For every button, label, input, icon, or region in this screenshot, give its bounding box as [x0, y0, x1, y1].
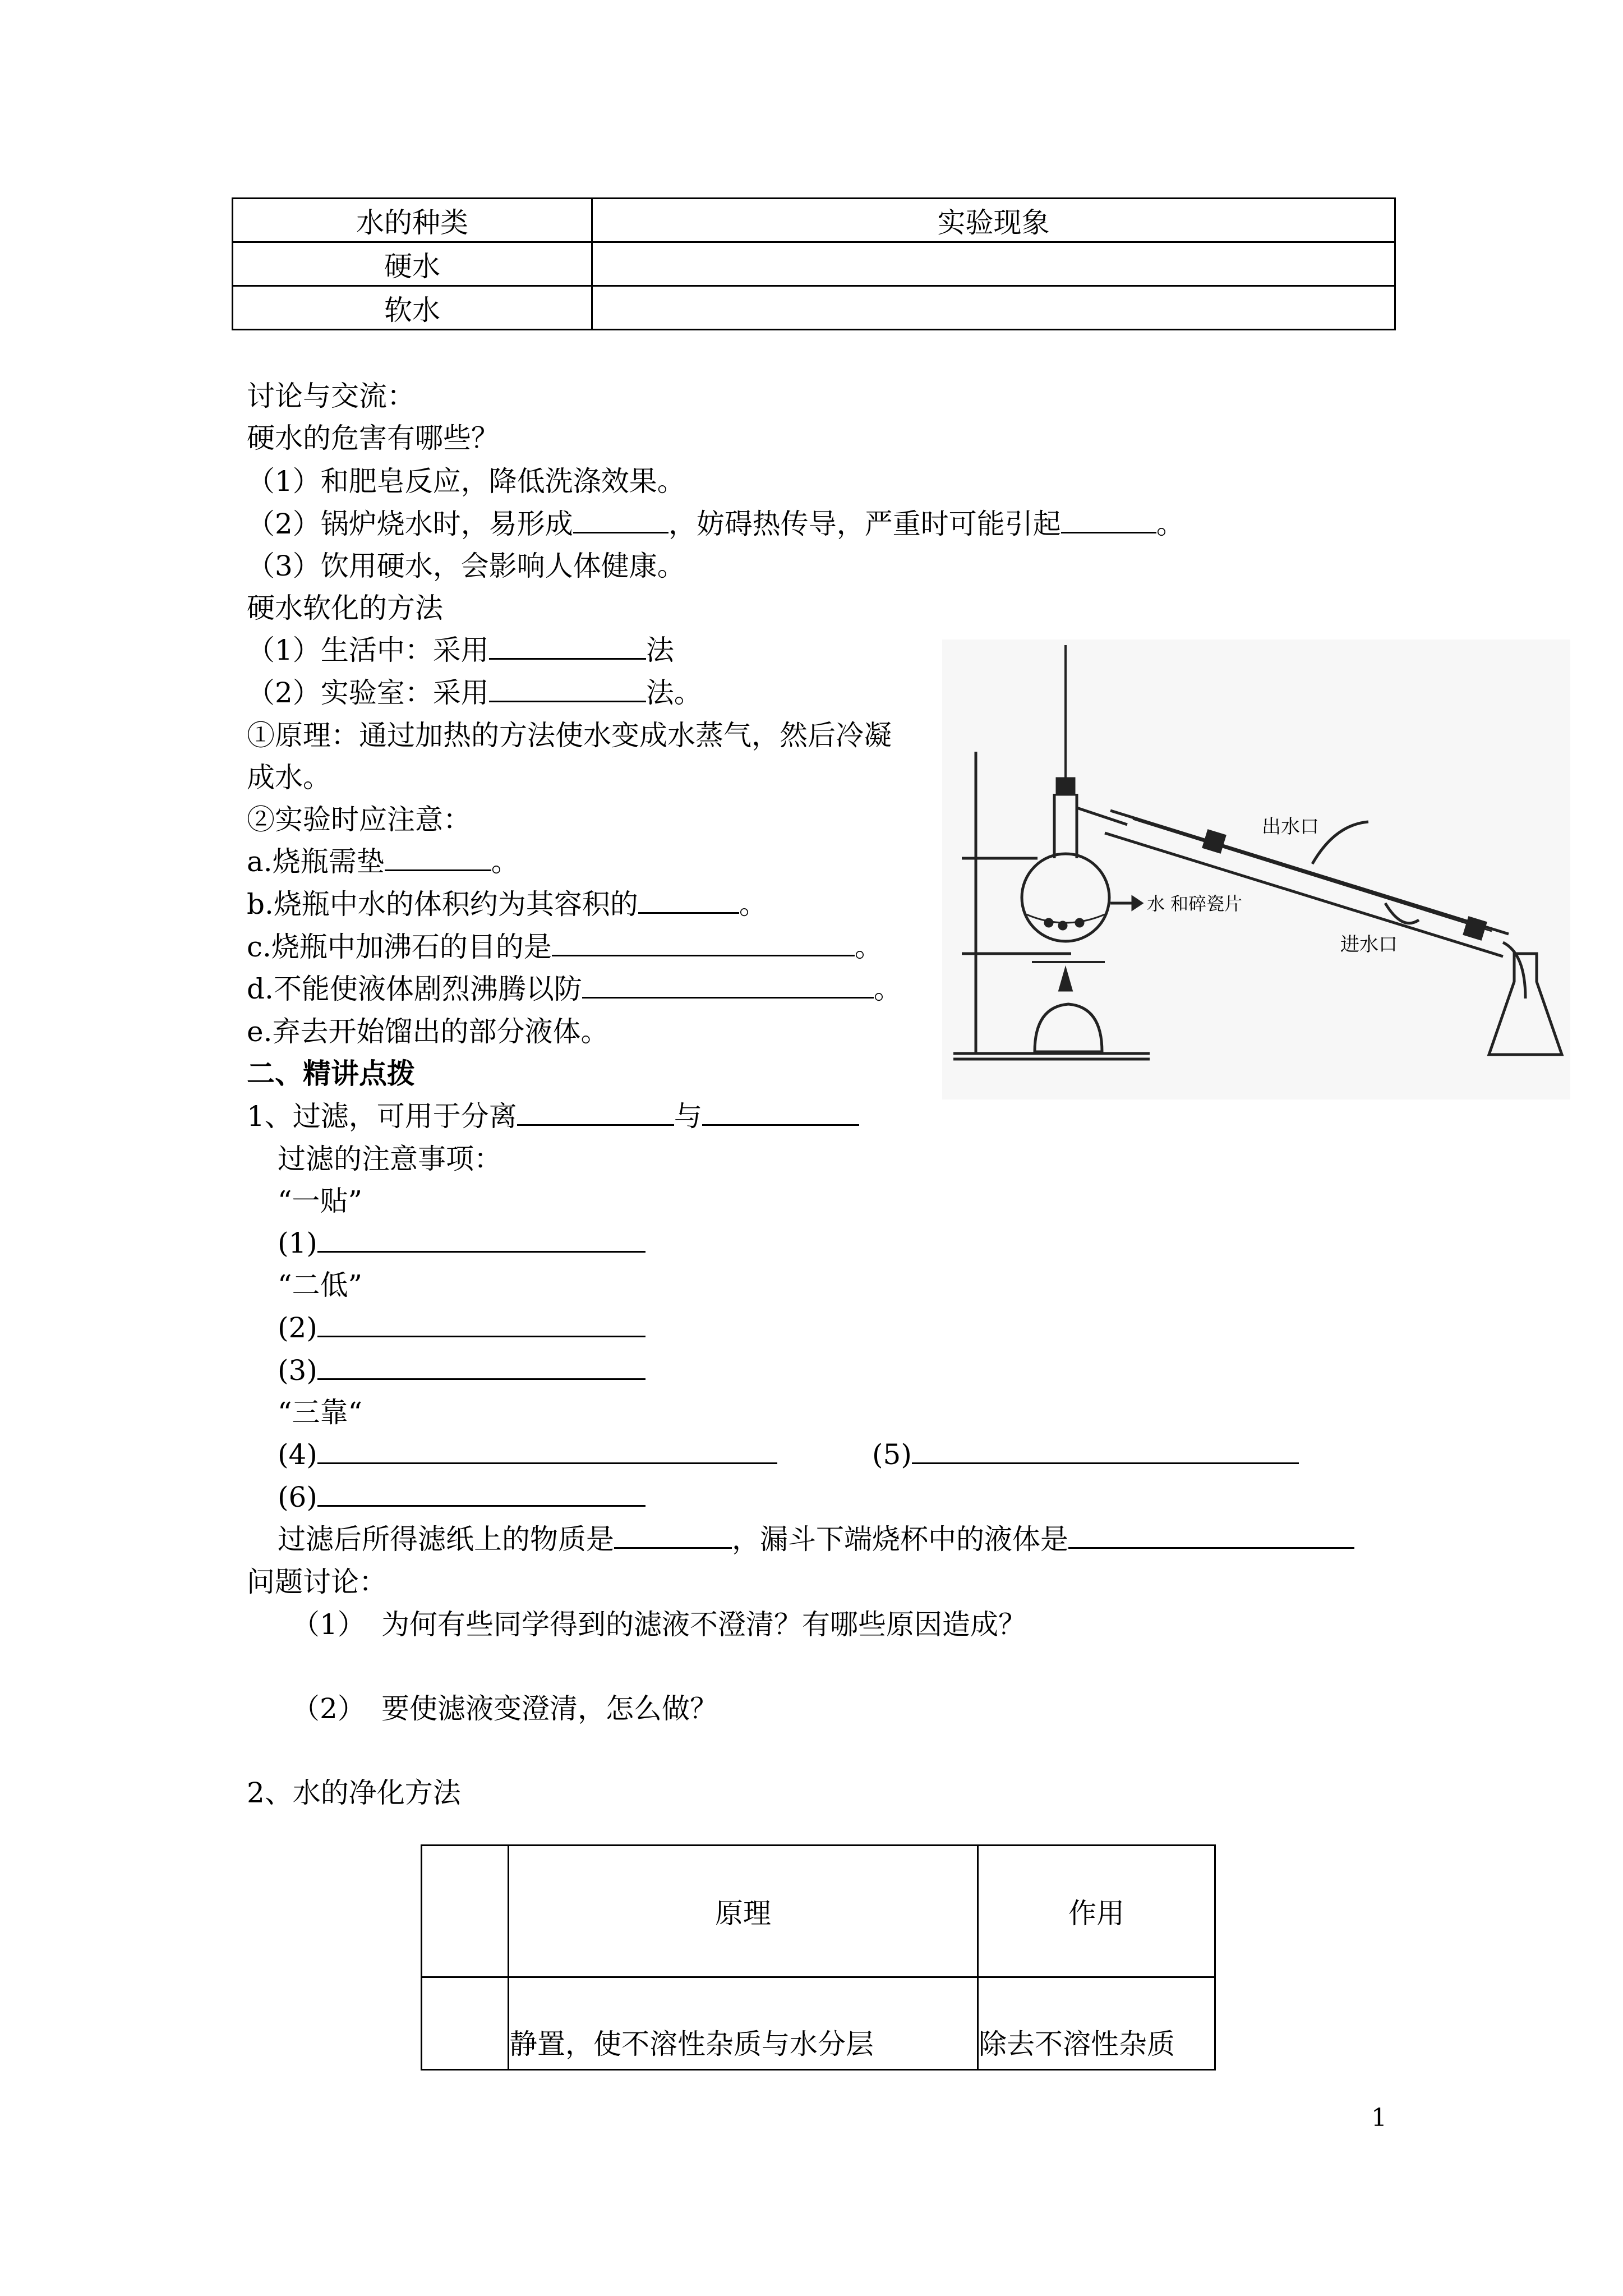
table1-header-type: 水的种类: [233, 199, 592, 242]
question-1-number: （1）: [292, 1608, 366, 1641]
item-3: [278, 1353, 645, 1388]
label-water-inlet: 进水口: [1340, 933, 1398, 956]
note-d: [247, 972, 902, 1006]
table2-cell: 除去不溶性杂质: [978, 1977, 1215, 2070]
note-d-end: 。: [873, 973, 902, 1005]
question-2: 要使滤液变澄清，怎么做？: [381, 1692, 718, 1725]
purify-title: 2、水的净化方法: [247, 1777, 461, 1809]
blank-line: [552, 930, 855, 956]
label-water-outlet: 出水口: [1262, 816, 1319, 838]
question-1: 为何有些同学得到的滤液不澄清？有哪些原因造成？: [381, 1608, 1026, 1641]
blank-line: [638, 887, 739, 914]
after-filtration-text-a: 过滤后所得滤纸上的物质是: [278, 1523, 614, 1556]
table2-header-principle: 原理: [509, 1846, 978, 1977]
item-6-num: (6): [278, 1481, 317, 1513]
soften-method-2-suffix: 法。: [645, 677, 702, 709]
blank-line: [317, 1354, 645, 1380]
blank-line: [1068, 1522, 1354, 1549]
discussion-title: 讨论与交流：: [247, 380, 415, 412]
blank-line: [702, 1099, 859, 1126]
blank-line: [912, 1438, 1299, 1464]
notes-title: ②实验时应注意：: [247, 803, 471, 836]
hazard-2-text-c: 。: [1156, 508, 1184, 540]
yitie-label: “一贴”: [278, 1185, 363, 1217]
item-4-num: (4): [278, 1438, 317, 1471]
note-a: [247, 844, 519, 879]
soften-method-1-text: （1）生活中：采用: [247, 634, 489, 666]
blank-line: [385, 845, 491, 871]
hazard-2-text-b: ，妨碍热传导，严重时可能引起: [668, 508, 1061, 540]
soften-method-2-text: （2）实验室：采用: [247, 677, 489, 709]
table2-cell: [422, 1977, 509, 2070]
hazard-2: [247, 507, 1184, 541]
hazard-1: （1）和肥皂反应，降低洗涤效果。: [247, 465, 685, 498]
table1-cell: [592, 286, 1395, 330]
water-type-table: [232, 197, 1396, 330]
blank-line: [1061, 507, 1156, 533]
blank-line: [517, 1099, 674, 1126]
note-c-text: c.烧瓶中加沸石的目的是: [247, 931, 552, 963]
blank-line: [317, 1311, 645, 1337]
table1-cell: 硬水: [233, 242, 592, 286]
note-a-text: a.烧瓶需垫: [247, 845, 385, 878]
principle-line-2: 成水。: [247, 761, 331, 794]
table2-header-method: [422, 1846, 509, 1977]
table1-cell: [592, 242, 1395, 286]
blank-line: [317, 1226, 645, 1253]
hazards-question: 硬水的危害有哪些？: [247, 422, 499, 454]
blank-line: [489, 676, 646, 702]
erdi-label: “二低”: [278, 1269, 363, 1301]
hazard-2-text-a: （2）锅炉烧水时，易形成: [247, 508, 573, 540]
after-filtration-text-b: ，漏斗下端烧杯中的液体是: [732, 1523, 1068, 1556]
table2-header-function: 作用: [978, 1846, 1215, 1977]
soften-method-2: [247, 675, 702, 710]
question-2-number: （2）: [292, 1692, 366, 1725]
hazard-3: （3）饮用硬水，会影响人体健康。: [247, 550, 685, 582]
soften-method-1: [247, 633, 674, 668]
item-4: [278, 1437, 777, 1472]
item-1-num: (1): [278, 1227, 317, 1259]
principle-line-1: ①原理：通过加热的方法使水变成水蒸气，然后冷凝: [247, 719, 892, 752]
note-d-text: d.不能使液体剧烈沸腾以防: [247, 973, 582, 1005]
section-heading: 二、精讲点拨: [247, 1057, 415, 1090]
table2-cell: 静置，使不溶性杂质与水分层: [509, 1977, 978, 2070]
item-2: [278, 1310, 645, 1345]
label-boiling-stones: 水 和碎瓷片: [1147, 893, 1243, 914]
item-3-num: (3): [278, 1354, 317, 1387]
blank-line: [317, 1438, 777, 1464]
purification-table: [421, 1844, 1216, 2070]
filtration-notes-title: 过滤的注意事项：: [278, 1143, 502, 1175]
note-c: [247, 930, 883, 964]
after-filtration: [278, 1522, 1354, 1557]
item-2-num: (2): [278, 1312, 317, 1344]
item-5: [872, 1437, 1299, 1472]
filtration-text: 1、过滤，可用于分离: [247, 1100, 517, 1133]
blank-line: [573, 507, 668, 533]
table1-cell: 软水: [233, 286, 592, 330]
note-e: e.弃去开始馏出的部分液体。: [247, 1015, 609, 1048]
blank-line: [489, 633, 646, 660]
note-b-text: b.烧瓶中水的体积约为其容积的: [247, 888, 638, 921]
soften-title: 硬水软化的方法: [247, 592, 443, 624]
filtration-line: [247, 1099, 859, 1134]
blank-line: [614, 1522, 732, 1549]
page-number: 1: [1371, 2104, 1387, 2132]
note-b-end: 。: [739, 888, 767, 921]
question-discussion-title: 问题讨论：: [247, 1566, 387, 1598]
sankao-label: “三靠“: [278, 1396, 363, 1429]
table1-header-phenomenon: 实验现象: [592, 199, 1395, 242]
blank-line: [582, 972, 874, 999]
item-6: [278, 1480, 645, 1515]
note-b: [247, 887, 767, 922]
note-a-end: 。: [491, 845, 519, 878]
item-5-num: (5): [872, 1438, 912, 1471]
distillation-apparatus-figure: [942, 639, 1570, 1099]
item-1: [278, 1226, 645, 1260]
blank-line: [317, 1480, 645, 1507]
note-c-end: 。: [854, 931, 883, 963]
filtration-and: 与: [674, 1100, 702, 1133]
soften-method-1-suffix: 法: [645, 634, 674, 666]
